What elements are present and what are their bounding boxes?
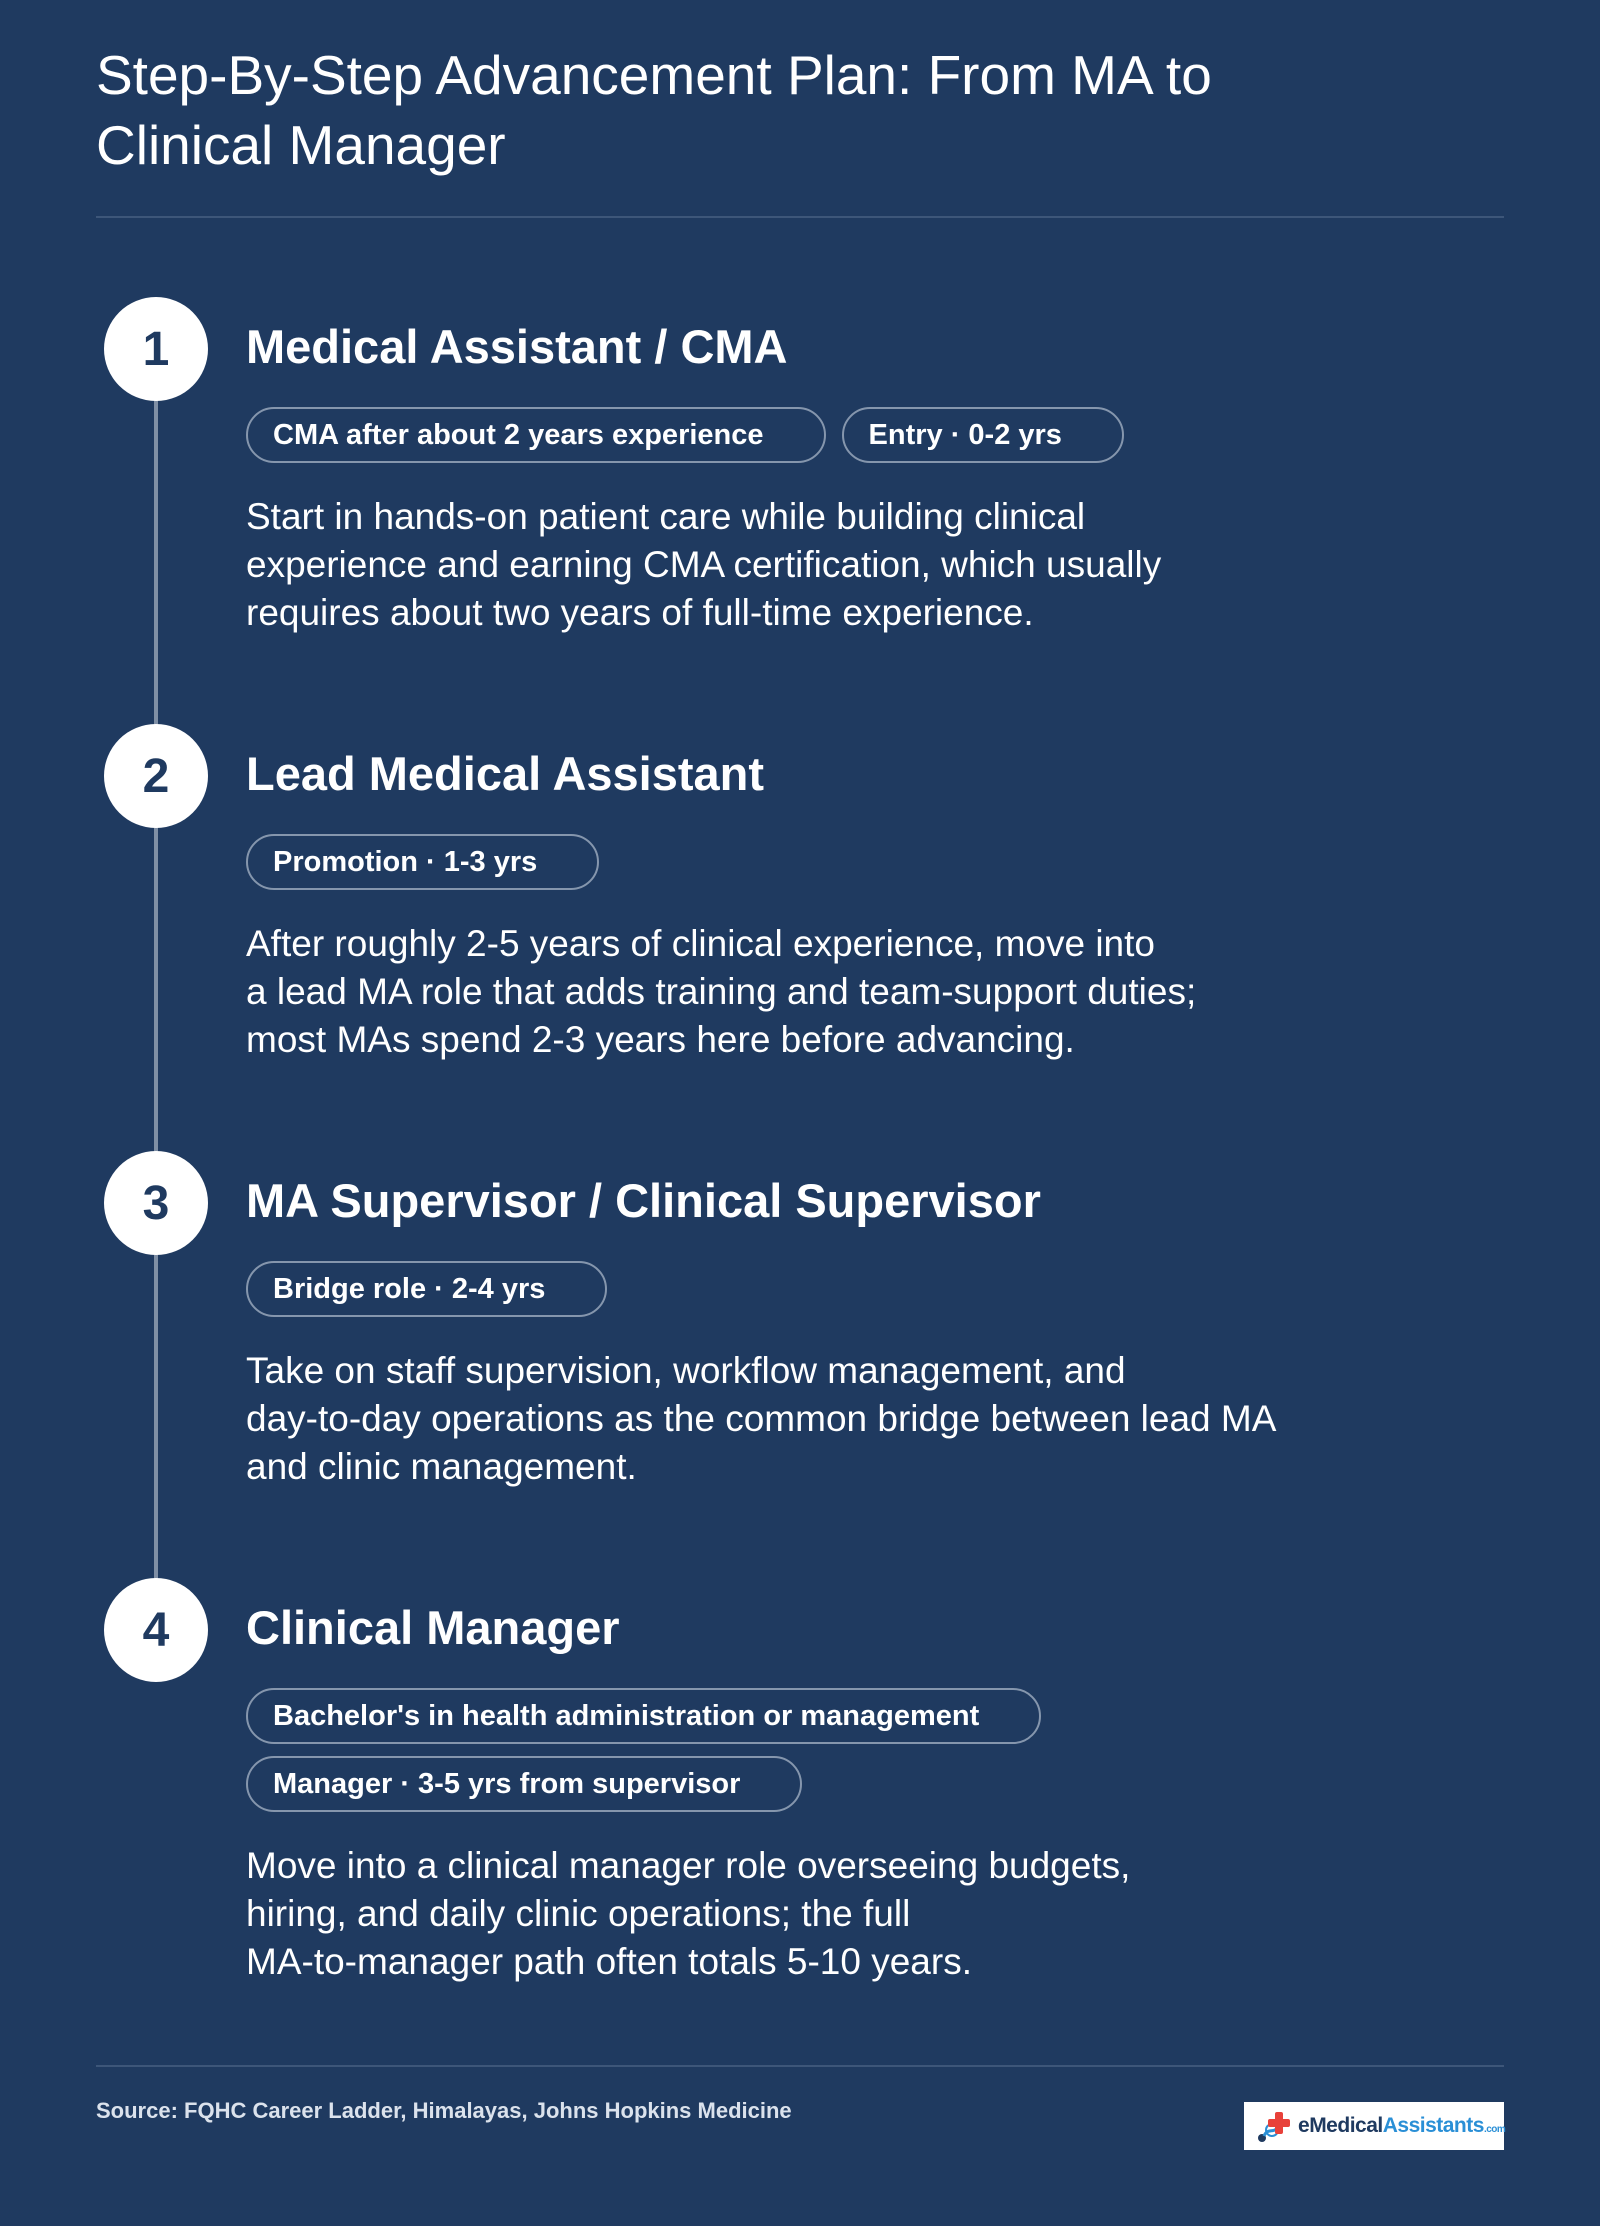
step-title: MA Supervisor / Clinical Supervisor <box>246 1174 1041 1227</box>
requirement-tag: Bachelor's in health administration or management <box>246 1688 1041 1744</box>
step-description <box>246 493 1376 637</box>
description-line: requires about two years of full-time experience. <box>246 592 1034 633</box>
page-title <box>96 40 1396 180</box>
footer-divider <box>96 2065 1504 2067</box>
step-number-badge: 3 <box>104 1151 208 1255</box>
description-line: day-to-day operations as the common bridge between lead MA <box>246 1398 1277 1439</box>
medical-cross-logo-icon <box>1254 2106 1294 2146</box>
duration-tag: Entry · 0-2 yrs <box>842 407 1124 463</box>
step-description <box>246 1347 1376 1491</box>
step-tags <box>246 407 1446 475</box>
header-divider <box>96 216 1504 218</box>
description-line: a lead MA role that adds training and team-support duties; <box>246 971 1197 1012</box>
step-description <box>246 1842 1376 1986</box>
page-title-line-1: Step-By-Step Advancement Plan: From MA to <box>96 44 1212 106</box>
page-title-line-2: Clinical Manager <box>96 114 506 176</box>
step-number-badge: 1 <box>104 297 208 401</box>
description-line: Move into a clinical manager role overseeing budgets, <box>246 1845 1131 1886</box>
description-line: Start in hands-on patient care while building clinical <box>246 496 1086 537</box>
step-tags <box>246 834 1446 902</box>
step-number-badge: 4 <box>104 1578 208 1682</box>
step-description <box>246 920 1376 1064</box>
duration-tag: Promotion · 1-3 yrs <box>246 834 599 890</box>
step-title: Lead Medical Assistant <box>246 747 765 800</box>
description-line: hiring, and daily clinic operations; the full <box>246 1893 911 1934</box>
requirement-tag: CMA after about 2 years experience <box>246 407 826 463</box>
description-line: most MAs spend 2-3 years here before advancing. <box>246 1019 1075 1060</box>
step-tags <box>246 1688 1446 1824</box>
description-line: experience and earning CMA certification, which usually <box>246 544 1162 585</box>
step-title: Medical Assistant / CMA <box>246 320 788 373</box>
logo-wordmark: eMedicalAssistants.com <box>1298 2114 1506 2137</box>
description-line: MA-to-manager path often totals 5-10 years. <box>246 1941 972 1982</box>
duration-tag: Manager · 3-5 yrs from supervisor <box>246 1756 802 1812</box>
step-number-badge: 2 <box>104 724 208 828</box>
step-tags <box>246 1261 1446 1329</box>
duration-tag: Bridge role · 2-4 yrs <box>246 1261 607 1317</box>
description-line: and clinic management. <box>246 1446 637 1487</box>
emedicalassistants-logo <box>1244 2102 1504 2150</box>
step-title: Clinical Manager <box>246 1601 620 1654</box>
source-citation: Source: FQHC Career Ladder, Himalayas, Johns Hopkins Medicine <box>96 2098 792 2123</box>
description-line: After roughly 2-5 years of clinical experience, move into <box>246 923 1155 964</box>
description-line: Take on staff supervision, workflow management, and <box>246 1350 1126 1391</box>
timeline-connector <box>154 350 158 1630</box>
